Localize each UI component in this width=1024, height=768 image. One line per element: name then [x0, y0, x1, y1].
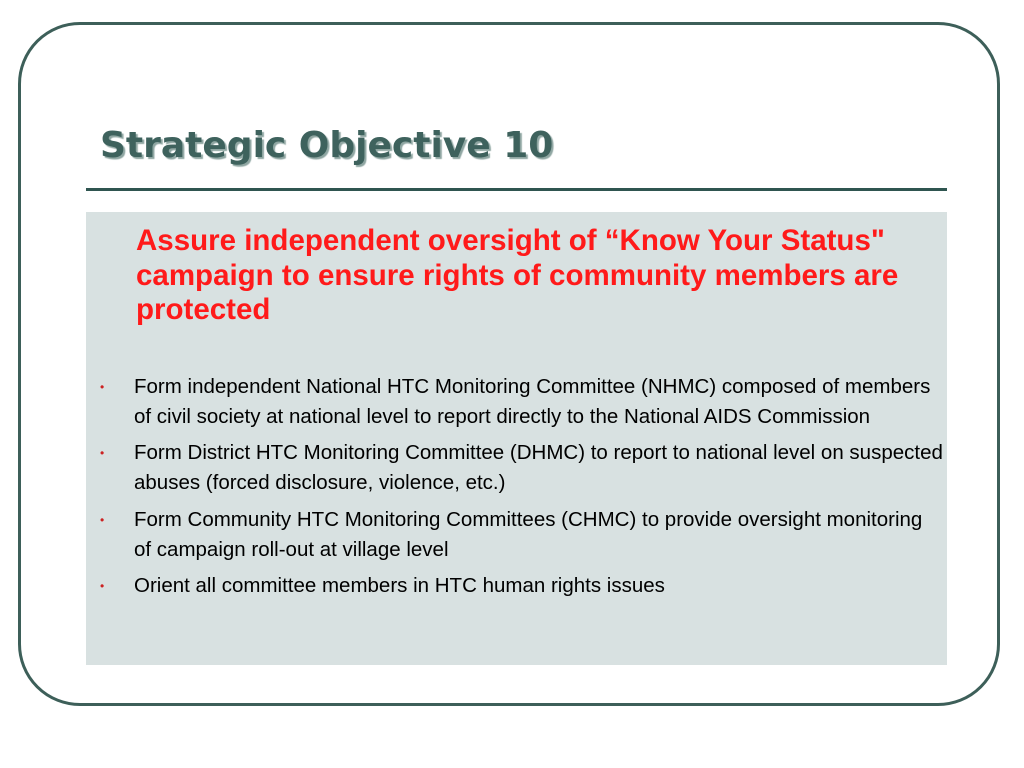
action-item-text: Orient all committee members in HTC human rights issues: [134, 574, 665, 598]
action-item-text: Form District HTC Monitoring Committee (DHMC) to report to national level on suspected abuses (forced disclosure, violence, etc.): [134, 441, 943, 495]
action-item: [96, 372, 944, 431]
action-item-text: Form independent National HTC Monitoring Committee (NHMC) composed of members of civil society at national level to report directly to the National AIDS Commission: [134, 375, 931, 428]
bullet-dot-icon: •: [100, 512, 105, 527]
action-item-text: Form Community HTC Monitoring Committees (CHMC) to provide oversight monitoring of campaign roll-out at village level: [134, 507, 923, 561]
action-list: [96, 372, 944, 608]
bullet-dot-icon: •: [100, 446, 105, 461]
bullet-dot-icon: •: [100, 380, 105, 394]
action-item: [96, 571, 944, 601]
action-item: [96, 438, 944, 497]
bullet-dot-icon: •: [100, 579, 105, 594]
objective-statement: Assure independent oversight of “Know Your Status" campaign to ensure rights of community members are protected: [136, 224, 899, 326]
slide-title: Strategic Objective 10: [100, 125, 554, 166]
action-item: [96, 505, 944, 564]
title-underline: [86, 188, 947, 191]
